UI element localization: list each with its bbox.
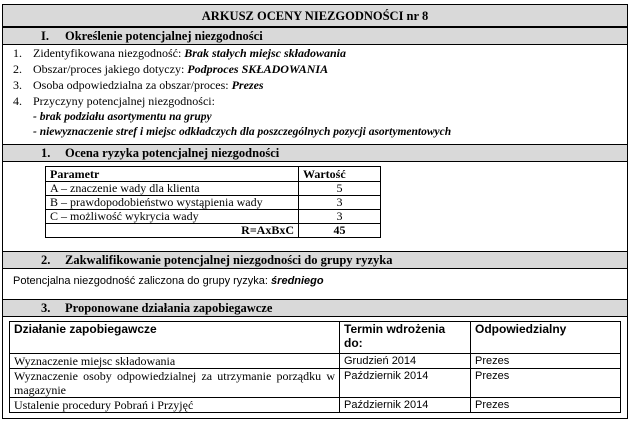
table-row: Wyznaczenie osoby odpowiedzialnej za utrzymanie porządku w magazynie Październik 2014 Prezes <box>10 369 621 398</box>
section-2-number: 1. <box>41 146 51 160</box>
section-1-header <box>3 27 627 45</box>
section-1-heading: Określenie potencjalnej niezgodności <box>65 29 263 43</box>
risk-table <box>45 166 381 238</box>
col-action: Działanie zapobiegawcze <box>10 322 340 354</box>
actions-table-header <box>10 322 621 354</box>
section-2-heading: Ocena ryzyka potencjalnej niezgodności <box>65 146 280 160</box>
section-4-heading: Proponowane działania zapobiegawcze <box>65 301 273 315</box>
table-row: B – prawdopodobieństwo wystąpienia wady 3 <box>46 196 381 210</box>
risk-formula: R=AxBxC <box>46 224 299 238</box>
section-3-number: 2. <box>41 253 51 267</box>
table-row: Ustalenie procedury Pobrań i Przyjęć Październik 2014 Prezes <box>10 398 621 413</box>
cause-2: - niewyznaczenie stref i miejsc odkładczych dla poszczególnych pozycji asortymentowych <box>33 126 452 138</box>
col-wartosc: Wartość <box>299 167 381 182</box>
risk-group-text: Potencjalna niezgodność zaliczona do grupy ryzyka: średniego <box>13 275 324 287</box>
col-parametr: Parametr <box>46 167 299 182</box>
col-responsible: Odpowiedzialny <box>471 322 621 354</box>
table-row: C – możliwość wykrycia wady 3 <box>46 210 381 224</box>
section-3-heading: Zakwalifikowanie potencjalnej niezgodności do grupy ryzyka <box>65 253 393 267</box>
risk-table-header <box>46 167 381 182</box>
sheet-title: ARKUSZ OCENY NIEZGODNOŚCI nr 8 <box>3 5 627 27</box>
risk-group-value: średniego <box>271 275 324 287</box>
section-2-header <box>3 144 627 162</box>
risk-result: 45 <box>299 224 381 238</box>
table-row: A – znaczenie wady dla klienta 5 <box>46 182 381 196</box>
table-row: Wyznaczenie miejsc składowania Grudzień 2014 Prezes <box>10 354 621 369</box>
actions-table <box>9 321 621 413</box>
assessment-sheet: ARKUSZ OCENY NIEZGODNOŚCI nr 8 I. Określenie potencjalnej niezgodności 1. Zidentyfikowana niezgodność: Brak stałych miejsc składowania 2. Obszar/proces jakiego dotyczy: Podproces SKŁADOWANIA 3. Osoba odpowiedzialna za obszar/proces: Prezes 4. Przyczyny potencjalnej niezgodności: - brak podziału asortymentu na grupy - niewyznaczenie stref i miejsc odkładczych dla poszczególnych pozycji asortymentowych 1. Ocena ryzyka potencjalnej niezgodności Parametr Wartość A – znaczenie wady dla klienta 5 B – prawdopodobieństwo wystąpienia wady 3 C – możliwość wykrycia wady 3 R=AxBxC 45 2. Zakwalifikowanie potencjalnej niezgodności do grupy ryzyka Potencjalna niezgodność zaliczona do grupy ryzyka: średniego 3. Proponowane działania zapobiegawcze Działanie zapobiegawcze Termin wdrożenia do: Odpowiedzialny Wyznaczenie miejsc składowania Grudzień 2014 Prezes Wyznaczenie osoby odpowiedzialnej za utrzymanie porządku w magazynie Październik 2014 Prezes Ustalenie procedury Pobrań i Przyjęć Październik 2014 Prezes <box>2 4 628 419</box>
section-4-number: 3. <box>41 301 51 315</box>
section-4-header <box>3 299 627 317</box>
col-term: Termin wdrożenia do: <box>340 322 471 354</box>
section-3-header <box>3 251 627 269</box>
section-1-number: I. <box>41 29 49 43</box>
cause-1: - brak podziału asortymentu na grupy <box>33 111 212 123</box>
risk-result-row <box>46 224 381 238</box>
